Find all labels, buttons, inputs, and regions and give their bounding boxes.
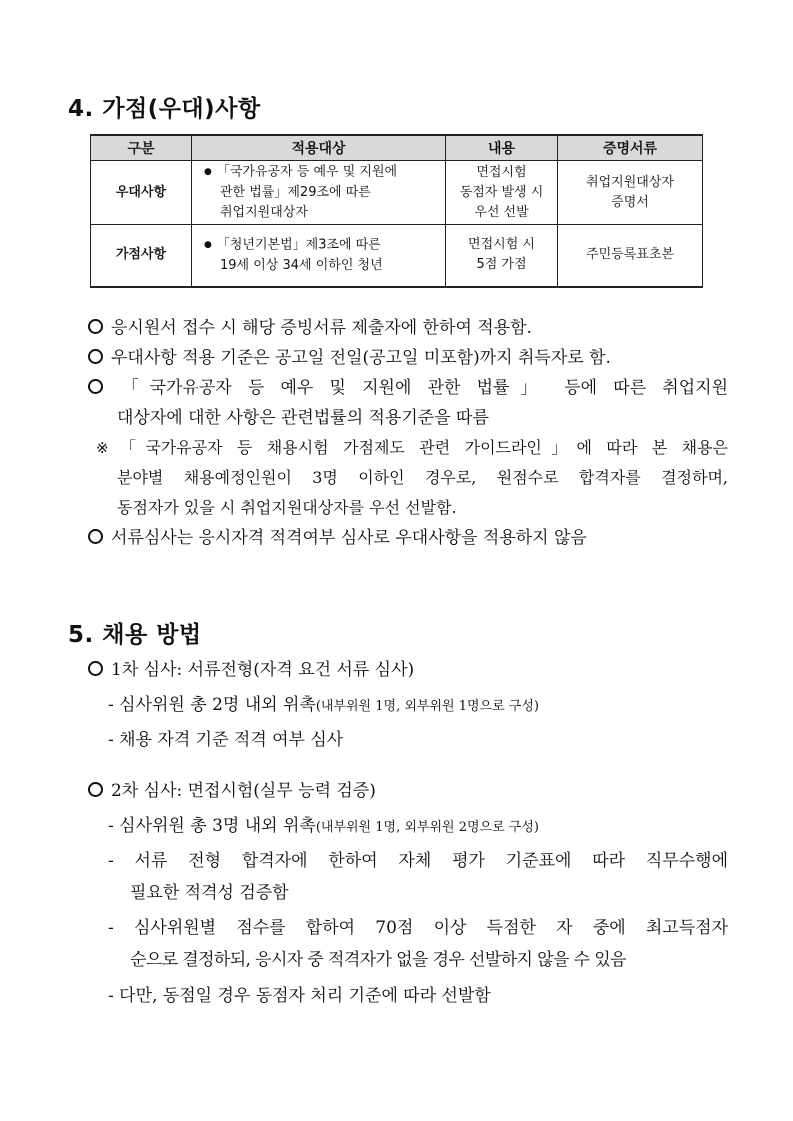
- bonus-table: [90, 134, 703, 288]
- note-item: 「국가유공자 등 예우 및 지원에 관한 법률」 등에 따른 취업지원: [88, 373, 728, 403]
- header-proof: 증명서류: [558, 135, 703, 161]
- header-category: 구분: [91, 135, 192, 161]
- list-item: - 채용 자격 기준 적격 여부 심사: [108, 730, 344, 750]
- header-content: 내용: [446, 135, 558, 161]
- bullet-icon: ●: [204, 240, 212, 250]
- row-target: ● 「청년기본법」제3조에 따른 19세 이상 34세 이하인 청년: [192, 225, 446, 287]
- list-item: - 심사위원 총 2명 내외 위촉(내부위원 1명, 외부위원 1명으로 구성): [108, 695, 539, 715]
- special-note: ※ 「국가유공자 등 채용시험 가점제도 관련 가이드라인」에 따라 본 채용은: [96, 438, 728, 457]
- row-proof: 주민등록표초본: [558, 225, 703, 287]
- section-5-title: 5. 채용 방법: [68, 622, 202, 648]
- row-content: 면접시험 시 5점 가점: [446, 225, 558, 287]
- section-4-notes: 응시원서 접수 시 해당 증빙서류 제출자에 한하여 적용함. 우대사항 적용 기준은 공고일 전일(공고일 미포함)까지 취득자로 함. 「국가유공자 등 예우 및 지원에 관한 법률」 등에 따른 취업지원 대상자에 대한 사항은 관련법률의 적용기준을 따름 ※ 「국가유공자 등 채용시험 가점제도 관련 가이드라인」에 따라 본 채용은 분야별 채용예정인원이 3명 이하인 경우로, 원점수로 합격자를 결정하며, 동점자가 있을 시 취업지원대상자를 우선 선발함. 서류심사는 응시자격 적격여부 심사로 우대사항을 적용하지 않음: [88, 313, 728, 553]
- row-category: 가점사항: [91, 225, 192, 287]
- list-item: - 다만, 동점일 경우 동점자 처리 기준에 따라 선발함: [108, 986, 491, 1006]
- circle-bullet-icon: [88, 349, 103, 364]
- list-item: - 심사위원 총 3명 내외 위촉(내부위원 1명, 외부위원 2명으로 구성): [108, 816, 539, 836]
- circle-bullet-icon: [88, 782, 103, 797]
- bullet-icon: ●: [204, 167, 212, 178]
- list-item: - 서류 전형 합격자에 한하여 자체 평가 기준표에 따라 직무수행에 필요한 적격성 검증함: [108, 851, 728, 903]
- circle-bullet-icon: [88, 529, 103, 544]
- stage-1-heading: 1차 심사: 서류전형(자격 요건 서류 심사): [88, 655, 728, 685]
- section-4-title: 4. 가점(우대)사항: [68, 96, 261, 122]
- circle-bullet-icon: [88, 379, 103, 394]
- header-target: 적용대상: [192, 135, 446, 161]
- circle-bullet-icon: [88, 661, 103, 676]
- row-category: 우대사항: [91, 161, 192, 225]
- note-item: 서류심사는 응시자격 적격여부 심사로 우대사항을 적용하지 않음: [88, 523, 728, 553]
- row-content: 면접시험 동점자 발생 시 우선 선발: [446, 161, 558, 225]
- stage-2-heading: 2차 심사: 면접시험(실무 능력 검증): [88, 776, 728, 806]
- table-header-row: [91, 135, 703, 161]
- list-item: - 심사위원별 점수를 합하여 70점 이상 득점한 자 중에 최고득점자 순으로 결정하되, 응시자 중 적격자가 없을 경우 선발하지 않을 수 있음: [108, 918, 728, 970]
- note-item: 우대사항 적용 기준은 공고일 전일(공고일 미포함)까지 취득자로 함.: [88, 343, 728, 373]
- row-target: ● 「국가유공자 등 예우 및 지원에 관한 법률」제29조에 따른 취업지원대상자: [192, 161, 446, 225]
- table-row: [91, 161, 703, 225]
- table-row: [91, 225, 703, 287]
- note-item: 응시원서 접수 시 해당 증빙서류 제출자에 한하여 적용함.: [88, 313, 728, 343]
- row-proof: 취업지원대상자 증명서: [558, 161, 703, 225]
- circle-bullet-icon: [88, 319, 103, 334]
- reference-mark-icon: ※: [96, 439, 118, 457]
